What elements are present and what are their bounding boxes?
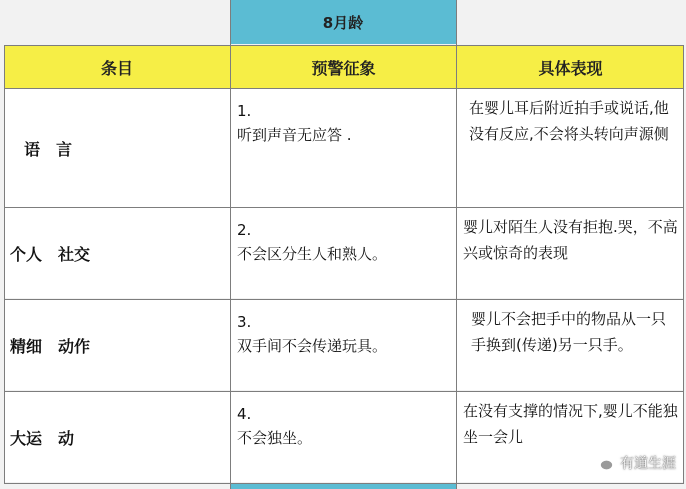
divider: [683, 46, 684, 483]
title-row-left-blank: [4, 0, 230, 44]
watermark-text: 有道生涯: [620, 456, 676, 472]
row-warning-text: 不会区分生人和熟人。: [237, 245, 388, 263]
row-category: 个人 社交: [4, 208, 230, 298]
divider: [456, 0, 457, 489]
row-category: 语 言: [4, 89, 230, 207]
row-detail: 婴儿不会把手中的物品从一只手换到(传递)另一只手。: [457, 300, 684, 390]
divider: [4, 46, 5, 483]
row-warning-text: 听到声音无应答 .: [237, 126, 352, 144]
row-warning-number: 4.: [237, 405, 252, 423]
divider: [4, 88, 684, 89]
row-warning-text: 不会独坐。: [237, 429, 313, 447]
header-detail: 具体表现: [457, 46, 684, 88]
row-warning-number: 1.: [237, 102, 252, 120]
row-warning-text: 双手间不会传递玩具。: [237, 337, 388, 355]
row-warning-number: 2.: [237, 221, 252, 239]
row-detail: 在婴儿耳后附近拍手或说话,他没有反应,不会将头转向声源侧: [457, 89, 684, 207]
row-category: 精细 动作: [4, 300, 230, 390]
header-category: 条目: [4, 46, 230, 88]
table-title: 8月龄: [230, 0, 456, 44]
row-warning: [231, 208, 456, 298]
row-warning-number: 3.: [237, 313, 252, 331]
title-row-right-blank: [456, 0, 684, 44]
row-warning: [231, 300, 456, 390]
divider: [4, 299, 684, 300]
row-category: 大运 动: [4, 392, 230, 482]
header-warning: 预警征象: [231, 46, 456, 88]
divider: [4, 207, 684, 208]
divider: [4, 45, 684, 46]
row-warning: [231, 89, 456, 207]
wechat-icon: [592, 454, 614, 472]
divider: [4, 391, 684, 392]
row-detail: 在没有支撑的情况下,婴儿不能独坐一会儿: [457, 392, 684, 482]
divider: [230, 0, 231, 489]
milestone-table: [4, 0, 684, 489]
row-detail: 婴儿对陌生人没有拒抱.哭，不高兴或惊奇的表现: [457, 208, 684, 298]
watermark: [592, 453, 676, 473]
next-title-strip: [230, 484, 456, 489]
row-warning: [231, 392, 456, 482]
divider: [4, 483, 684, 484]
